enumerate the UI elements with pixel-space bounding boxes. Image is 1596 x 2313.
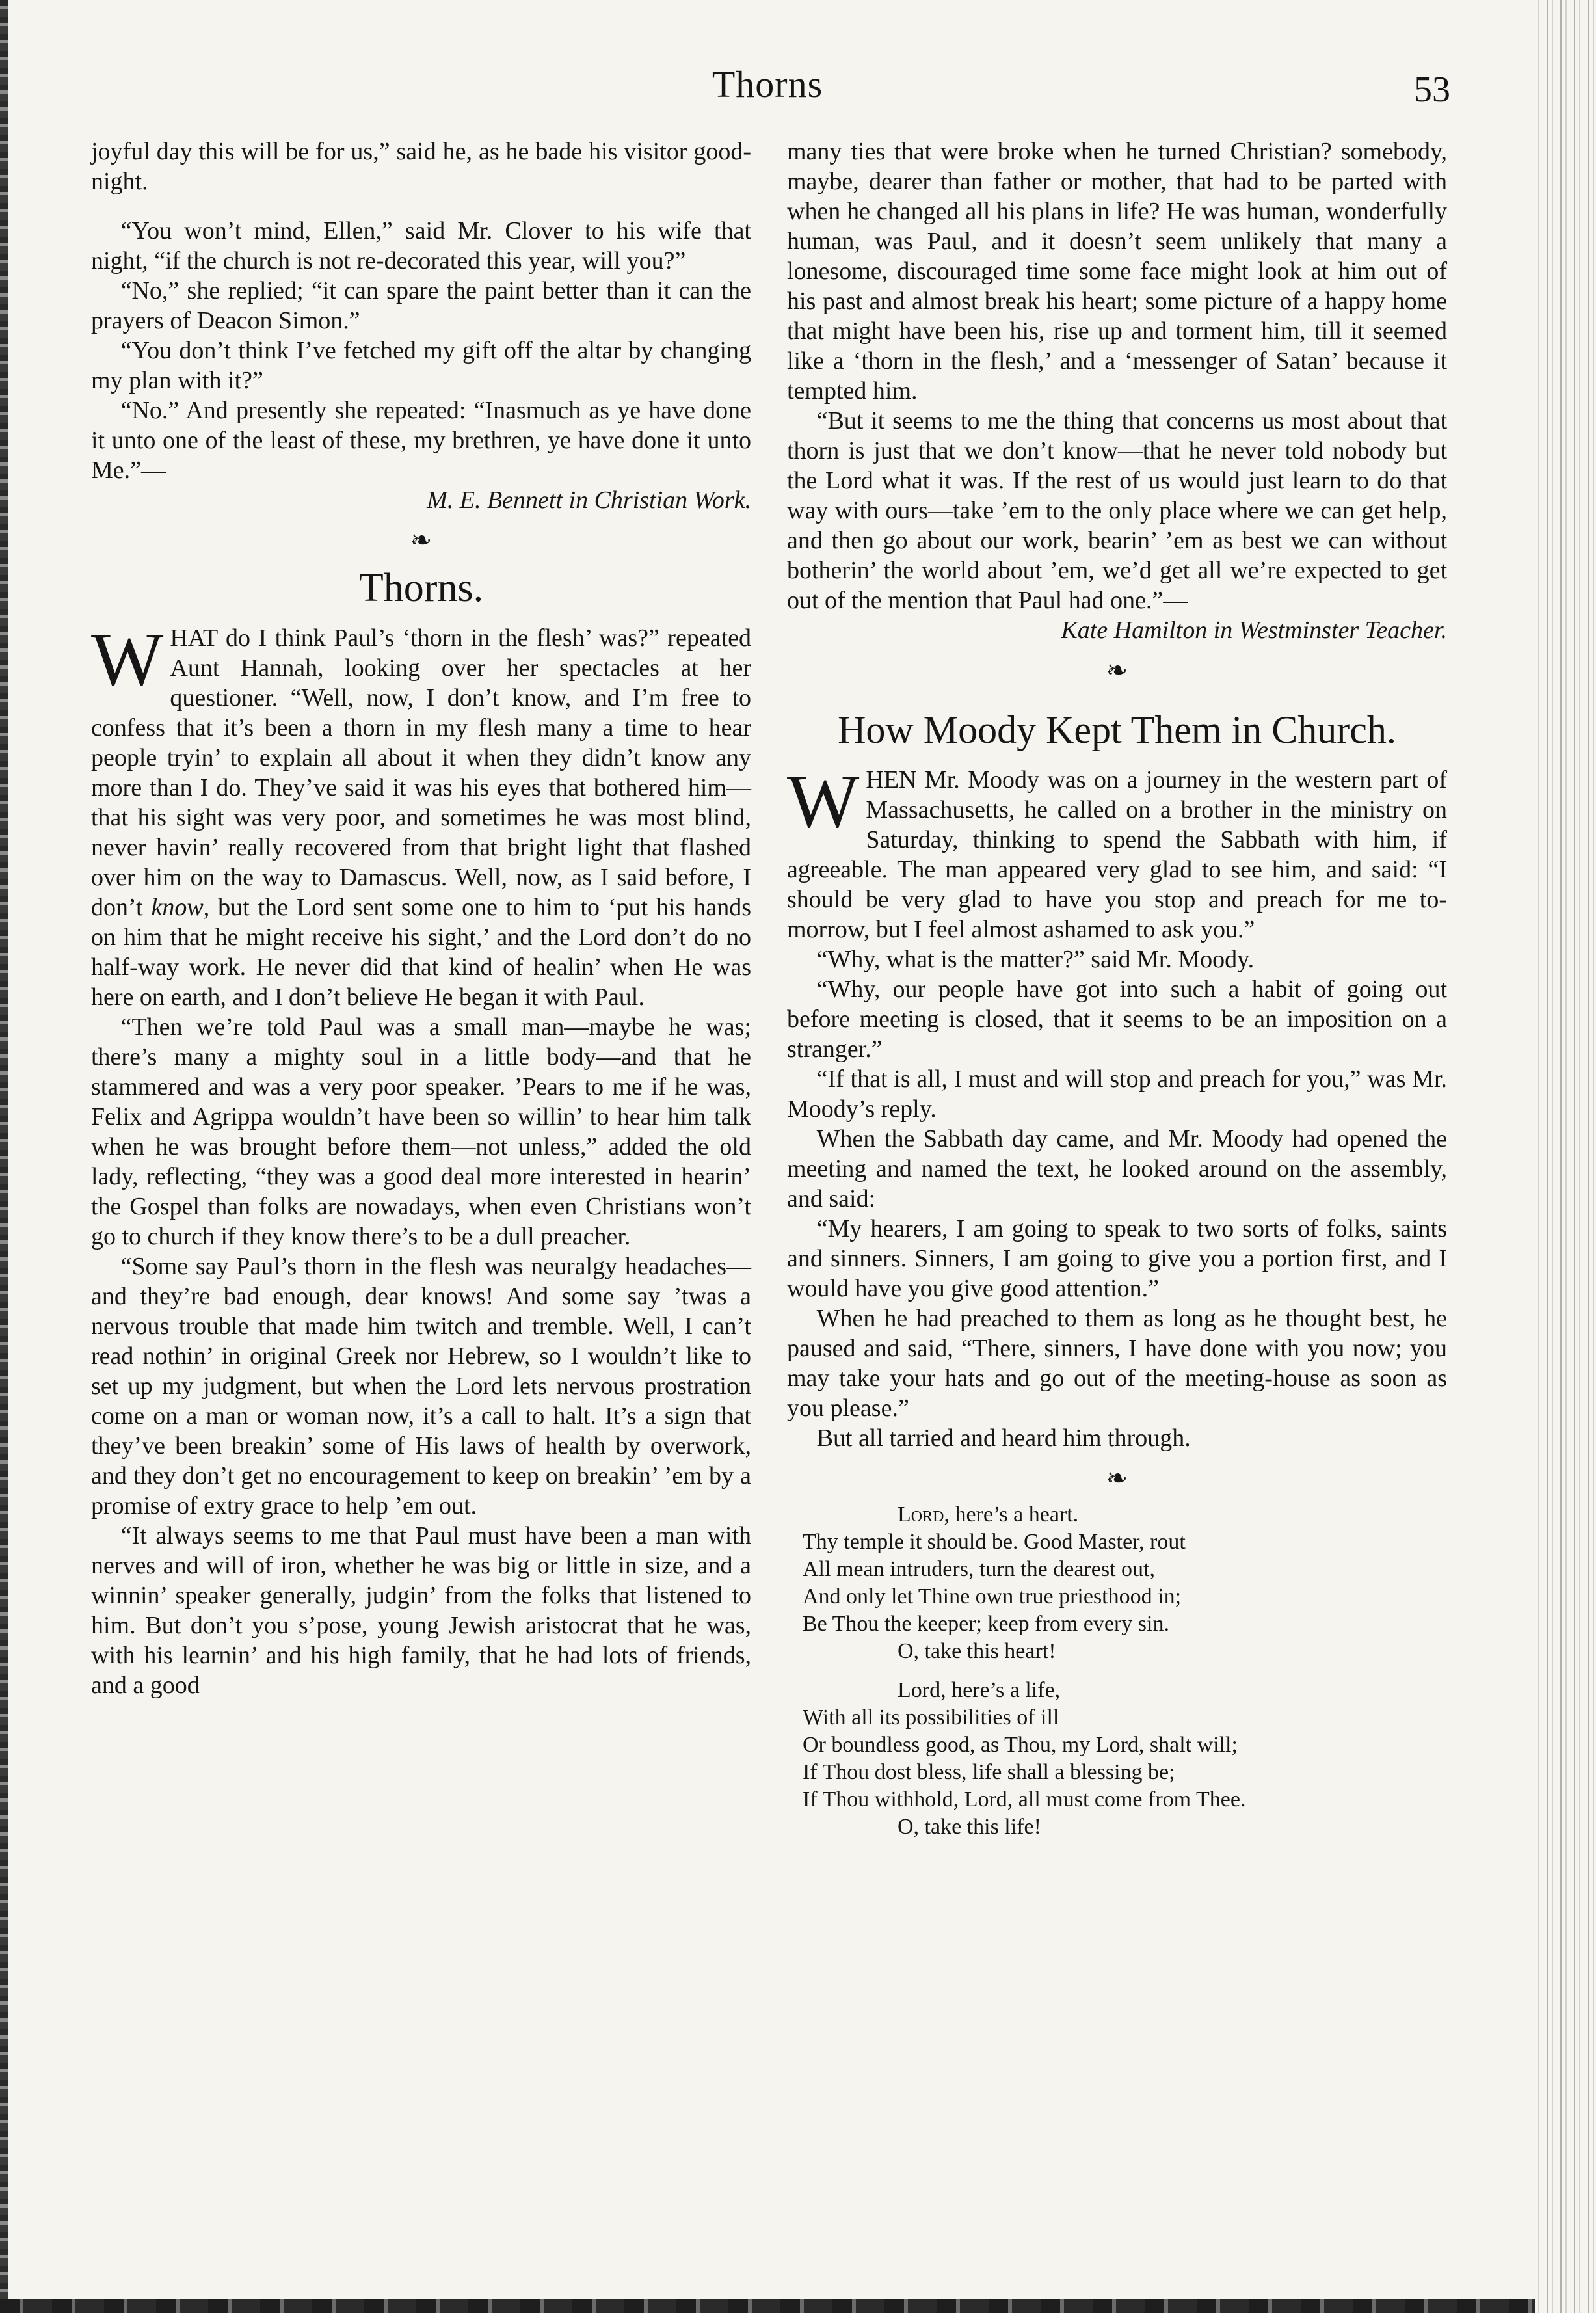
poem [787, 1501, 1447, 1841]
poem-line: O, take this heart! [898, 1639, 1056, 1663]
scan-edge-bottom [0, 2299, 1535, 2313]
poem-line: Be Thou the keeper; keep from every sin. [803, 1612, 1169, 1636]
paragraph: joyful day this will be for us,” said he, as he bade his visitor good-night. [91, 138, 751, 195]
poem-line: And only let Thine own true priesthood in; [803, 1584, 1182, 1609]
article-paragraph: “But it seems to me the thing that concerns us most about that thorn is just that we don’t know—that he never told nobody but the Lord what it was. If the rest of us would just learn to do that way with ours—take ’em to the only place where we can get help, and then go about our work, bearin’ ’em as best we can without botherin’ the world about ’em, we’d get all we’re expected to get out of the mention that Paul had one.”— [787, 407, 1447, 614]
fleuron-ornament: ❧ [410, 526, 432, 555]
drop-cap: W [787, 758, 860, 844]
poem-line: Or boundless good, as Thou, my Lord, shalt will; [803, 1733, 1238, 1757]
poem-line: O, take this life! [898, 1815, 1041, 1839]
poem-first-word: Lord [898, 1503, 944, 1527]
drop-cap: W [91, 617, 164, 702]
article-paragraph: “Some say Paul’s thorn in the flesh was neuralgy headaches—and they’re bad enough, dear knows! And some say ’twas a nervous trouble that made him twitch and tremble. Well, I can’t read nothin’ in original Greek nor Hebrew, so I wouldn’t like to set up my judgment, but when the Lord lets nervous prostration come on a man or woman now, it’s a call to halt. It’s a sign that they’ve been breakin’ some of His laws of health by overwork, and they don’t get no encouragement to keep on breakin’ ’em by a promise of extry grace to help ’em out. [91, 1253, 751, 1519]
source-credit: M. E. Bennett in Christian Work. [427, 487, 751, 514]
poem-line: Lord, here’s a life, [898, 1678, 1061, 1702]
running-title: Thorns [712, 63, 823, 105]
poem-line: If Thou withhold, Lord, all must come from Thee. [803, 1787, 1246, 1812]
page-header [0, 51, 1535, 122]
article-paragraph: But all tarried and heard him through. [816, 1424, 1191, 1452]
poem-stanza [787, 1501, 1447, 1665]
article-paragraph [787, 758, 1447, 944]
article-paragraph: “Why, what is the matter?” said Mr. Moody. [816, 946, 1255, 973]
article-paragraph: “It always seems to me that Paul must have been a man with nerves and will of iron, whether he was big or little in size, and a winnin’ speaker generally, judgin’ from the folks that listened to him. But don’t you s’pose, young Jewish aristocrat that he was, with his learnin’ and his high family, that he had lots of friends, and a good [91, 1522, 751, 1699]
page-number: 53 [1414, 70, 1450, 110]
left-column [91, 137, 751, 1700]
fleuron-ornament: ❧ [1106, 656, 1128, 685]
article-paragraph: When he had preached to them as long as he thought best, he paused and said, “There, sinners, I have done with you now; you may take your hats and go out of the meeting-house as soon as you please.” [787, 1305, 1447, 1422]
scan-edge-left [0, 0, 8, 2313]
poem-line [787, 1501, 1447, 1529]
emphasis-text: know [151, 894, 204, 921]
text-run: HEN Mr. Moody was on a journey in the western part of Massachusetts, he called on a brother in the ministry on Saturday, thinking to spend the Sabbath with him, if agreeable. The man appeared very glad to see him, and said: “I should be very glad to have you stop and preach for me to-morrow, but I feel almost ashamed to ask you.” [787, 766, 1447, 943]
right-column [787, 137, 1447, 1852]
poem-line: If Thou dost bless, life shall a blessing be; [803, 1760, 1175, 1784]
article-paragraph: “Then we’re told Paul was a small man—maybe he was; there’s many a mighty soul in a little body—and that he stammered and was a very poor speaker. ’Pears to me if he was, Felix and Agrippa wouldn’t have been so willin’ to hear him talk when he was brought before them—not unless,” added the old lady, reflecting, “they was a good deal more interested in hearin’ the Gospel than folks are nowadays, when even Christians won’t go to church if they know there’s to be a dull preacher. [91, 1013, 751, 1250]
paragraph: “You won’t mind, Ellen,” said Mr. Clover to his wife that night, “if the church is not re-decorated this year, will you?” [91, 217, 751, 274]
scan-edge-right [1534, 0, 1596, 2313]
source-credit: Kate Hamilton in Westminster Teacher. [1061, 617, 1447, 644]
text-run: , here’s a heart. [944, 1503, 1079, 1527]
article-title-moody: How Moody Kept Them in Church. [838, 708, 1396, 751]
article-paragraph: “Why, our people have got into such a habit of going out before meeting is closed, that it seems to be an imposition on a stranger.” [787, 976, 1447, 1063]
paragraph: “You don’t think I’ve fetched my gift off the altar by changing my plan with it?” [91, 337, 751, 394]
paragraph: “No.” And presently she repeated: “Inasmuch as ye have done it unto one of the least of these, my brethren, ye have done it unto Me.”— [91, 397, 751, 484]
poem-line: All mean intruders, turn the dearest out, [803, 1557, 1155, 1581]
article-paragraph: “My hearers, I am going to speak to two sorts of folks, saints and sinners. Sinners, I am going to give you a portion first, and I would have you give good attention.” [787, 1215, 1447, 1302]
fleuron-ornament: ❧ [1106, 1464, 1128, 1493]
article-paragraph: When the Sabbath day came, and Mr. Moody had opened the meeting and named the text, he looked around on the assembly, and said: [787, 1125, 1447, 1212]
article-paragraph [91, 617, 751, 1012]
poem-line: Thy temple it should be. Good Master, rout [803, 1530, 1186, 1554]
poem-line: With all its possibilities of ill [803, 1705, 1059, 1730]
poem-stanza [787, 1677, 1447, 1841]
article-paragraph: “If that is all, I must and will stop and preach for you,” was Mr. Moody’s reply. [787, 1065, 1447, 1123]
article-paragraph: many ties that were broke when he turned Christian? somebody, maybe, dearer than father or mother, that had to be parted with when he changed all his plans in life? He was human, wonderfully human, was Paul, and it doesn’t seem unlikely that many a lonesome, discouraged time some face might look at him out of his past and almost break his heart; some picture of a happy home that might have been his, rise up and torment him, till it seemed like a ‘thorn in the flesh,’ and a ‘messenger of Satan’ because it tempted him. [787, 138, 1447, 405]
text-run: HAT do I think Paul’s ‘thorn in the flesh’ was?” repeated Aunt Hannah, looking over her spectacles at her questioner. “Well, now, I don’t know, and I’m free to confess that it’s been a thorn in my flesh many a time to hear people tryin’ to explain all about it when they didn’t know any more than I do. They’ve said it was his eyes that bothered him—that his sight was very poor, and sometimes he was most blind, never havin’ really recovered from that bright light that flashed over him on the way to Damascus. Well, now, as I said before, I don’t [91, 624, 751, 921]
paragraph: “No,” she replied; “it can spare the paint better than it can the prayers of Deacon Simon.” [91, 277, 751, 334]
article-title-thorns: Thorns. [358, 566, 484, 610]
text-run: , but the Lord sent some one to him to ‘put his hands on him that he might receive his sight,’ and the Lord don’t do no half-way work. He never did that kind of healin’ when He was here on earth, and I don’t believe He began it with Paul. [91, 894, 751, 1011]
